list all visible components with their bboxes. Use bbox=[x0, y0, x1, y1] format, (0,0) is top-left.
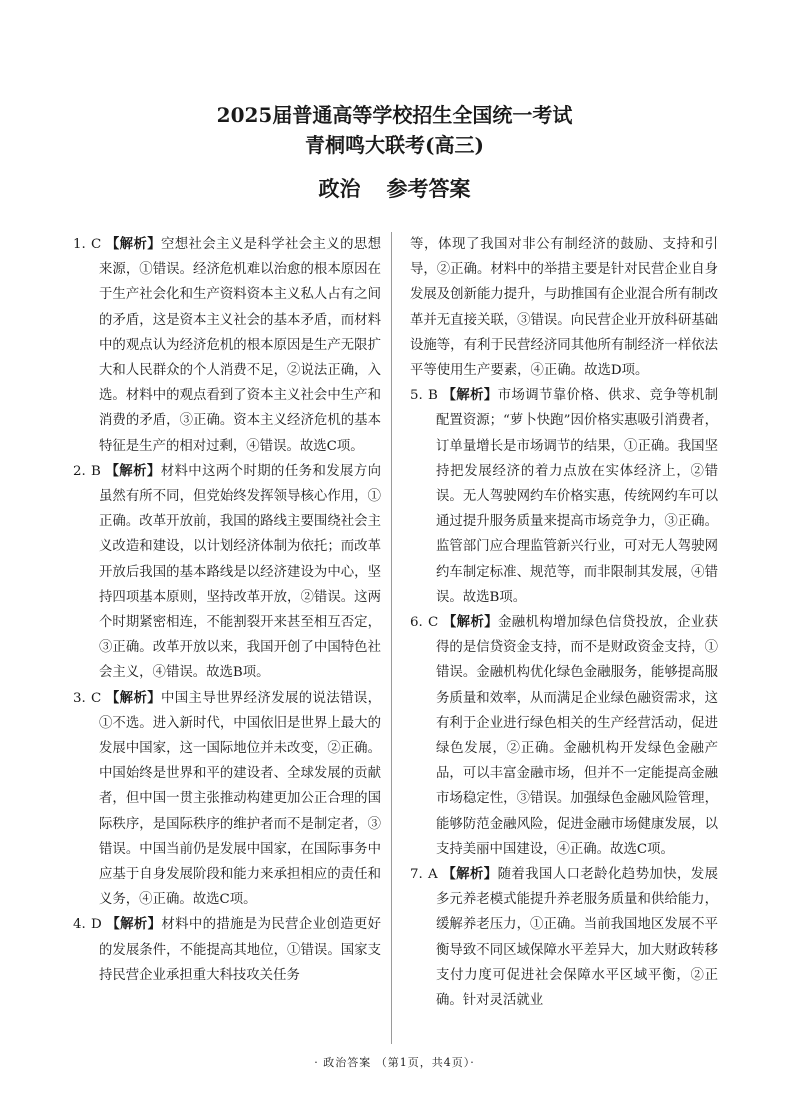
exam-title: 2025届普通高等学校招生全国统一考试 bbox=[216, 103, 573, 127]
question-number: 2. bbox=[73, 463, 86, 479]
answer-choice: C bbox=[91, 237, 102, 252]
answer-item-4 bbox=[73, 912, 381, 988]
analysis-tag: 【解析】 bbox=[105, 462, 161, 479]
answer-item-2 bbox=[73, 459, 381, 686]
explanation-text: 空想社会主义是科学社会主义的思想来源，①错误。经济危机难以治愈的根本原因在于生产社会化和生产资料资本主义私人占有之间的矛盾，这是资本主义社会的基本矛盾，而材料中的观点认为经济危机的根本原因是生产无限扩大和人民群众的个人消费不足，②说法正确，入选。材料中的观点看到了资本主义社会中生产和消费的矛盾，③正确。资本主义经济危机的基本特征是生产的相对过剩，④错误。故选C项。 bbox=[99, 237, 381, 454]
explanation-text: 材料中的措施是为民营企业创造更好的发展条件，不能提高其地位，①错误。国家支持民营企业承担重大科技攻关任务 bbox=[99, 917, 381, 983]
question-number: 3. bbox=[73, 690, 86, 706]
analysis-tag: 【解析】 bbox=[106, 916, 162, 933]
question-number: 4. bbox=[73, 917, 86, 933]
exam-series-title: 青桐鸣大联考(高三) bbox=[305, 133, 484, 157]
explanation-text: 材料中这两个时期的任务和发展方向虽然有所不同，但党始终发挥领导核心作用，①正确。改革开放前，我国的路线主要围绕社会主义改造和建设，以计划经济体制为依托；而改革开放后我国的基本路线是以经济建设为中心，坚持四项基本原则，坚持改革开放，②错误。这两个时期紧密相连，不能割裂开来甚至相互否定，③正确。改革开放以来，我国开创了中国特色社会主义，④错误。故选B项。 bbox=[99, 463, 381, 681]
question-number: 1. bbox=[73, 237, 86, 252]
explanation-text: 金融机构增加绿色信贷投放，企业获得的是信贷资金支持，而不是财政资金支持，①错误。金融机构优化绿色金融服务，能够提高服务质量和效率，从而满足企业绿色融资需求，这有利于企业进行绿色相关的生产经营活动，促进绿色发展，②正确。金融机构开发绿色金融产品，可以丰富金融市场，但并不一定能提高金融市场稳定性，③错误。加强绿色金融风险管理，能够防范金融风险，促进金融市场健康发展，以支持美丽中国建设，④正确。故选C项。 bbox=[436, 615, 718, 857]
subject-name: 政治 bbox=[318, 176, 361, 201]
column-divider bbox=[391, 232, 392, 1044]
answer-choice: B bbox=[428, 388, 438, 404]
answer-choice: D bbox=[91, 917, 102, 933]
analysis-tag: 【解析】 bbox=[442, 387, 498, 404]
left-column bbox=[73, 232, 381, 1046]
question-number: 5. bbox=[410, 388, 423, 404]
analysis-tag: 【解析】 bbox=[442, 614, 498, 631]
analysis-tag: 【解析】 bbox=[105, 689, 161, 706]
explanation-text: 随着我国人口老龄化趋势加快，发展多元养老模式能提升养老服务质量和供给能力，缓解养老压力，①正确。当前我国地区发展不平衡导致不同区域保障水平差异大，加大财政转移支付力度可促进社会保障水平区域平衡，②正确。针对灵活就业 bbox=[436, 867, 718, 1009]
explanation-text: 中国主导世界经济发展的说法错误，①不选。进入新时代，中国依旧是世界上最大的发展中国家，这一国际地位并未改变，②正确。中国始终是世界和平的建设者、全球发展的贡献者，但中国一贯主张推动构建更加公正合理的国际秩序，是国际秩序的维护者而不是制定者，③错误。中国当前仍是发展中国家，在国际事务中应基于自身发展阶段和能力来承担相应的责任和义务，④正确。故选C项。 bbox=[99, 690, 381, 908]
analysis-tag: 【解析】 bbox=[105, 236, 161, 252]
answer-choice: C bbox=[428, 615, 439, 631]
question-number: 7. bbox=[410, 867, 423, 883]
answer-item-7 bbox=[410, 862, 718, 1013]
answer-item-4-continued: 等，体现了我国对非公有制经济的鼓励、支持和引导，②正确。材料中的举措主要是针对民营企业自身发展及创新能力提升，与助推国有企业混合所有制改革并无直接关联，③错误。向民营企业开放科研基础设施等，有利于民营经济同其他所有制经济一样依法平等使用生产要素，④正确。故选D项。 bbox=[410, 237, 718, 379]
answer-key-label: 参考答案 bbox=[386, 176, 471, 201]
page-header bbox=[0, 100, 789, 206]
answer-item-5 bbox=[410, 383, 718, 610]
answer-item-3 bbox=[73, 686, 381, 913]
answer-item-1 bbox=[73, 232, 381, 459]
analysis-tag: 【解析】 bbox=[442, 866, 498, 883]
right-column bbox=[410, 232, 718, 1046]
answer-choice: A bbox=[428, 867, 438, 883]
answer-choice: C bbox=[91, 690, 102, 706]
answer-item-6 bbox=[410, 610, 718, 862]
page-footer: · 政治答案 （第1页，共4页）· bbox=[314, 1056, 475, 1069]
explanation-text: 市场调节靠价格、供求、竞争等机制配置资源；“萝卜快跑”因价格实惠吸引消费者，订单量增长是市场调节的结果，①正确。我国坚持把发展经济的着力点放在实体经济上，②错误。无人驾驶网约车价格实惠，传统网约车可以通过提升服务质量来提高市场竞争力，③正确。监管部门应合理监管新兴行业，可对无人驾驶网约车制定标准、规范等，而非限制其发展，④错误。故选B项。 bbox=[436, 388, 718, 605]
question-number: 6. bbox=[410, 615, 423, 631]
subject-title bbox=[0, 172, 789, 206]
answer-choice: B bbox=[91, 463, 101, 479]
